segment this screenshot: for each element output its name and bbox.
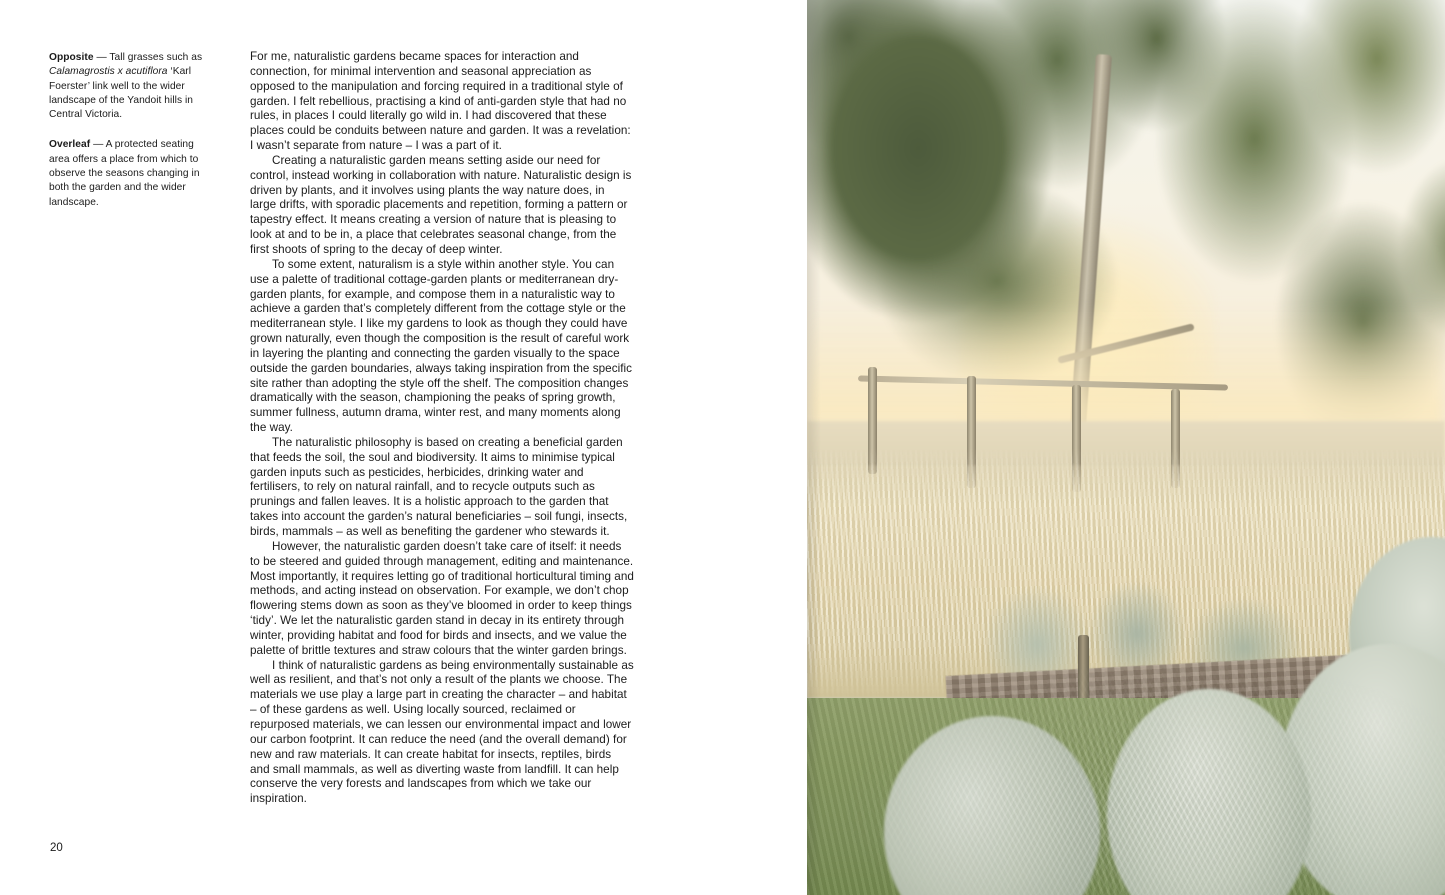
body-paragraph-5: However, the naturalistic garden doesn’t take care of itself: it needs to be steered and guided through management, editing and maintenance. Most importantly, it requires letting go of traditional horticultural timing and methods, and acting instead on observation. For example, we don’t chop flowering stems down as soon as they’ve bloomed in order to keep things ‘tidy’. We let the naturalistic garden stand in decay in its entirety through winter, providing habitat and food for birds and insects, and we value the palette of brittle textures and straw colours that the winter garden brings. xyxy=(250,539,634,657)
body-paragraph-4: The naturalistic philosophy is based on creating a beneficial garden that feeds the soil, the soul and biodiversity. It aims to minimise typical garden inputs such as pesticides, herbicides, drinking water and fertilisers, to rely on natural rainfall, and to recycle outputs such as prunings and fallen leaves. It is a holistic approach to the garden that takes into account the garden’s natural beneficiaries – soil fungi, insects, birds, mammals – as well as benefiting the gardener who stewards it. xyxy=(250,435,628,538)
margin-note-opposite-dash: — xyxy=(93,52,110,63)
margin-note-opposite xyxy=(49,51,217,122)
page-number: 20 xyxy=(50,842,63,854)
margin-notes-column xyxy=(49,51,217,226)
body-paragraph-3: To some extent, naturalism is a style within another style. You can use a palette of traditional cottage-garden plants or mediterranean dry-garden plants, for example, and compose them in a naturalistic way to achieve a garden that’s completely different from the cottage style or the mediterranean style. I like my gardens to look as though they could have grown naturally, even though the composition is the result of careful work in layering the planting and connecting the garden visually to the space outside the garden boundaries, always taking inspiration from the specific site rather than adopting the style off the shelf. The composition changes dramatically with the season, championing the peaks of spring growth, summer fullness, autumn drama, winter rest, and many moments along the way. xyxy=(250,257,633,435)
margin-note-opposite-italic: Calamagrostis x acutiflora xyxy=(49,66,168,78)
body-paragraph-6: I think of naturalistic gardens as being environmentally sustainable as well as resilient, and that’s not only a result of the plants we choose. The materials we use play a large part in creating the character – and habitat – of these gardens as well. Using locally sourced, reclaimed or repurposed materials, we can lessen our environmental impact and lower our carbon footprint. It can reduce the need (and the overall demand) for new and raw materials. It can create habitat for insects, reptiles, birds and small mammals, as well as diverting waste from landfill. It can help conserve the very forests and landscapes from which we take our inspiration. xyxy=(250,658,634,806)
margin-note-overleaf-text: A protected seating area offers a place from which to observe the seasons changing in both the garden and the wider landscape. xyxy=(49,139,200,208)
right-page xyxy=(807,0,1445,895)
margin-note-overleaf xyxy=(49,138,217,209)
margin-note-overleaf-lead: Overleaf xyxy=(49,139,91,151)
margin-note-opposite-text-before: Tall grasses such as xyxy=(109,52,203,63)
shrub-foliage-texture xyxy=(839,627,1445,895)
body-paragraph-1: For me, naturalistic gardens became spaces for interaction and connection, for minimal intervention and seasonal appreciation as opposed to the manipulation and forcing required in a traditional style of garden. I felt rebellious, practising a kind of anti-garden style that had no rules, in places I could literally go wild in. I had discovered that these places could be conduits between nature and garden. It was a revelation: I wasn’t separate from nature – I was a part of it. xyxy=(250,50,631,153)
body-text-column xyxy=(250,50,634,807)
body-paragraph-2: Creating a naturalistic garden means setting aside our need for control, instead working in collaboration with nature. Naturalistic design is driven by plants, and it involves using plants the way nature does, in large drifts, with sporadic placements and repetition, forming a pattern or tapestry effect. It means creating a version of nature that is pleasing to look at and to be in, a place that celebrates seasonal change, from the first shoots of spring to the decay of deep winter. xyxy=(250,153,632,256)
garden-photograph xyxy=(807,0,1445,895)
margin-note-opposite-text-after: ‘Karl Foerster’ link well to the wider landscape of the Yandoit hills in Central Victoria. xyxy=(49,66,194,121)
gutter-shadow xyxy=(807,0,821,895)
margin-note-overleaf-dash: — xyxy=(90,139,106,151)
margin-note-opposite-lead: Opposite xyxy=(49,52,94,63)
